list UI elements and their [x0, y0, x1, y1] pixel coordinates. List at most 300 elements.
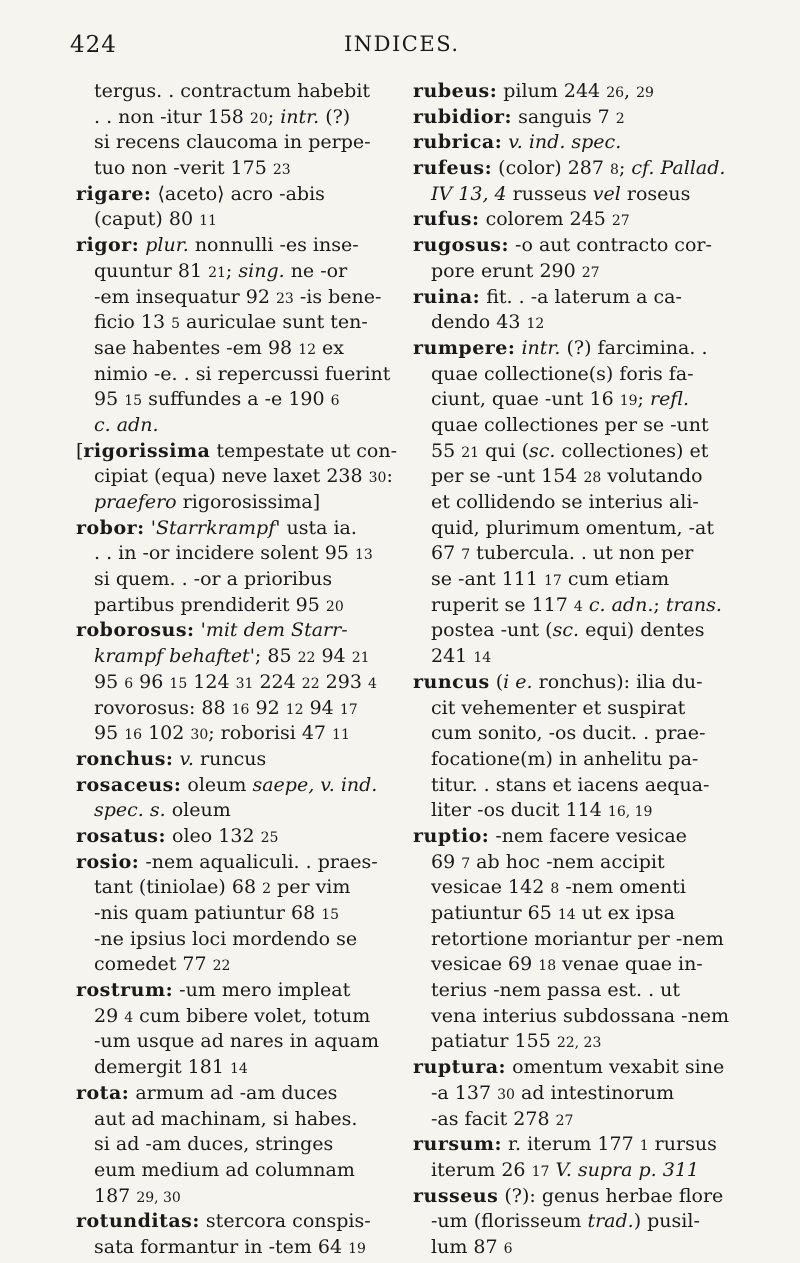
entry-text: ; roborisi 47	[208, 722, 333, 745]
entry-continuation-line	[76, 593, 396, 619]
lemma: rigorissima	[83, 439, 211, 462]
entry-continuation-line	[413, 1209, 739, 1235]
entry-text: quuntur 81	[94, 259, 209, 282]
entry-text: sc.	[552, 619, 580, 642]
entry-text: i e.	[503, 670, 533, 693]
line-reference: 30	[368, 470, 387, 487]
entry-continuation-line	[76, 875, 396, 901]
entry-continuation-line	[413, 310, 739, 336]
lemma: ruptura:	[413, 1056, 507, 1079]
line-reference: 30	[497, 1086, 515, 1103]
entry-text: -o aut contracto cor-	[509, 234, 712, 257]
entry-text: tuo non -verit 175	[94, 157, 273, 180]
entry-text: spec. s.	[94, 799, 166, 822]
line-reference: 5	[171, 316, 181, 333]
line-reference: 2	[615, 110, 625, 127]
entry-text: ;	[225, 259, 239, 282]
entry-continuation-line	[413, 747, 739, 773]
entry-continuation-line	[413, 1081, 739, 1107]
entry-text: r. iterum 177	[501, 1133, 640, 1156]
running-head: INDICES.	[344, 32, 460, 56]
line-reference: 14	[229, 1061, 248, 1078]
entry-text: si ad -am duces, stringes	[94, 1133, 334, 1156]
entry-text: ; 85	[254, 645, 298, 668]
entry-text: cum bibere volet, totum	[133, 1004, 371, 1027]
line-reference: 17	[531, 1163, 550, 1180]
line-reference: 2	[262, 881, 271, 898]
entry-text: (color) 287	[492, 157, 611, 180]
entry-continuation-line	[76, 156, 396, 182]
entry-text: . . non -itur 158	[94, 105, 250, 128]
entry-text: 67	[431, 542, 462, 565]
lemma: rotunditas:	[76, 1210, 200, 1233]
line-reference: 21	[461, 444, 480, 461]
line-reference: 17	[544, 573, 562, 590]
entry-text: vena interius subdossana -nem	[431, 1004, 730, 1027]
line-reference: 27	[581, 264, 600, 281]
entry-continuation-line	[76, 721, 396, 747]
entry-text: liter -os ducit 114	[431, 799, 608, 822]
entry-continuation-line	[413, 567, 739, 593]
entry-text: 29	[94, 1004, 125, 1027]
entry-continuation-line	[76, 1158, 396, 1184]
lemma: rota:	[76, 1081, 130, 1104]
entry-continuation-line	[76, 1004, 396, 1030]
lemma: rosio:	[76, 850, 140, 873]
entry-text: suffundes a -e 190	[142, 388, 331, 411]
entry-continuation-line	[76, 1055, 396, 1081]
entry-text: (?)	[319, 105, 351, 128]
entry-headword-line	[76, 824, 396, 850]
entry-text: intr.	[521, 336, 561, 359]
entry-text: quid, plurimum omentum, -at	[431, 516, 714, 539]
entry-text: qui (	[479, 439, 530, 462]
entry-headword-line	[76, 747, 396, 773]
entry-continuation-line	[76, 696, 396, 722]
line-reference: 11	[332, 727, 350, 744]
entry-text: 187	[94, 1184, 137, 1207]
entry-continuation-line	[76, 490, 396, 516]
entry-text: praefero	[94, 491, 177, 513]
entry-text: cf. Pallad.	[631, 157, 726, 180]
entry-text: ut ex ipsa	[575, 902, 675, 924]
line-reference: 23	[272, 162, 291, 179]
entry-text: sanguis 7	[512, 105, 616, 128]
entry-headword-line	[76, 182, 396, 208]
entry-continuation-line	[76, 567, 396, 593]
entry-text: -nis quam patiuntur 68	[94, 902, 322, 924]
line-reference: 16, 19	[607, 804, 653, 821]
entry-text: dendo 43	[431, 311, 527, 334]
entry-text: venae quae in-	[556, 953, 703, 976]
entry-continuation-line	[76, 79, 396, 105]
entry-headword-line	[413, 105, 739, 131]
lemma: rubidior:	[413, 105, 513, 128]
entry-text: :	[386, 465, 393, 488]
entry-text: focatione(m) in anhelitu pa-	[431, 747, 699, 770]
line-reference: 12	[526, 316, 545, 333]
lemma: ruina:	[413, 285, 481, 308]
entry-continuation-line	[76, 285, 396, 311]
entry-headword-line	[76, 773, 396, 799]
line-reference: 6	[124, 675, 134, 692]
lemma: rosaceus:	[76, 773, 182, 796]
entry-text: vesicae 69	[431, 953, 539, 976]
lemma: rubeus:	[413, 80, 498, 102]
entry-headword-line	[76, 1081, 396, 1107]
line-reference: 22	[212, 958, 231, 975]
entry-headword-line	[76, 618, 396, 644]
lemma: rosatus:	[76, 824, 166, 847]
line-reference: 25	[260, 829, 279, 846]
line-reference: 15	[169, 675, 188, 692]
entry-headword-line	[76, 439, 396, 465]
entry-text: ab hoc -nem accipit	[470, 850, 665, 873]
line-reference: 22, 23	[556, 1035, 602, 1052]
line-reference: 27	[555, 1112, 574, 1129]
entry-continuation-line	[413, 259, 739, 285]
line-reference: 27	[611, 213, 630, 230]
entry-continuation-line	[76, 387, 396, 413]
entry-text: vel	[592, 182, 621, 205]
lemma: rursum:	[413, 1133, 502, 1156]
entry-text: . . in -or incidere solent 95	[94, 542, 355, 565]
line-reference: 21	[208, 264, 226, 281]
entry-continuation-line	[413, 927, 739, 953]
entry-text: (?): genus herbae flore	[498, 1184, 724, 1207]
entry-continuation-line	[413, 516, 739, 542]
line-reference: 4	[124, 1009, 134, 1026]
entry-text: per vim	[271, 876, 351, 899]
entry-continuation-line	[413, 387, 739, 413]
line-reference: 16	[124, 727, 143, 744]
lemma: rugosus:	[413, 234, 510, 257]
entry-text: partibus prendiderit 95	[94, 593, 326, 616]
line-reference: 12	[285, 701, 304, 718]
entry-continuation-line	[76, 1107, 396, 1133]
entry-text: -um usque ad nares in aquam	[94, 1030, 380, 1053]
lemma: ronchus:	[76, 747, 174, 770]
entry-text: 224	[253, 670, 302, 693]
line-reference: 8	[610, 162, 619, 179]
entry-headword-line	[413, 79, 739, 105]
line-reference: 7	[461, 855, 471, 872]
entry-text: se -ant 111	[431, 568, 544, 591]
line-reference: 19	[619, 393, 638, 410]
entry-text: oleum	[165, 799, 231, 822]
lemma: rubrica:	[413, 131, 503, 154]
entry-continuation-line	[413, 413, 739, 439]
entry-text: russeus	[506, 182, 593, 205]
entry-text: terius -nem passa est. . ut	[431, 979, 681, 1002]
entry-continuation-line	[413, 773, 739, 799]
line-reference: 18	[538, 958, 557, 975]
entry-continuation-line	[76, 207, 396, 233]
entry-text: 92	[249, 696, 286, 719]
entry-continuation-line	[76, 105, 396, 131]
entry-text: sae habentes -em 98	[94, 336, 299, 359]
entry-headword-line	[76, 233, 396, 259]
entry-text: 124	[187, 670, 236, 693]
entry-continuation-line	[76, 644, 396, 670]
entry-headword-line	[413, 156, 739, 182]
entry-text: pilum 244	[497, 80, 607, 102]
entry-continuation-line	[76, 310, 396, 336]
entry-text: ) pusil-	[633, 1210, 700, 1233]
line-reference: 20	[325, 598, 344, 615]
entry-text: krampf behaftet'	[94, 645, 255, 668]
entry-continuation-line	[413, 1235, 739, 1261]
line-reference: 30	[190, 727, 209, 744]
line-reference: 15	[321, 907, 340, 923]
entry-text: titur. . stans et iacens aequa-	[431, 773, 710, 796]
entry-text: (	[489, 670, 504, 693]
line-reference: 31	[235, 675, 254, 692]
entry-text: quae collectiones per se -unt	[431, 413, 709, 436]
entry-text: 95	[94, 670, 125, 693]
entry-continuation-line	[413, 362, 739, 388]
lemma: roborosus:	[76, 619, 195, 642]
entry-text: -nem omenti	[559, 876, 686, 899]
entry-continuation-line	[413, 464, 739, 490]
entry-text: rursus	[648, 1133, 717, 1156]
entry-text: aut ad machinam, si habes.	[94, 1107, 358, 1130]
entry-continuation-line	[413, 798, 739, 824]
entry-text: vesicae 142	[431, 876, 551, 899]
entry-text: 94	[315, 645, 352, 668]
entry-headword-line	[413, 285, 739, 311]
entry-text: saepe, v. ind.	[252, 773, 378, 796]
entry-continuation-line	[413, 439, 739, 465]
line-reference: 23	[275, 290, 294, 307]
entry-text: ;	[637, 388, 650, 411]
entry-text: refl.	[649, 388, 690, 411]
entry-continuation-line	[76, 1132, 396, 1158]
entry-continuation-line	[76, 1184, 396, 1210]
entry-headword-line	[76, 978, 396, 1004]
line-reference: 17	[339, 701, 358, 718]
entry-text: sc.	[529, 439, 556, 462]
entry-text: ⟨aceto⟩ acro -abis	[151, 182, 325, 205]
entry-text: 102	[142, 722, 191, 745]
entry-continuation-line	[76, 464, 396, 490]
entry-text: [	[76, 439, 84, 462]
entry-text: ciunt, quae -unt 16	[431, 388, 620, 411]
entry-text: 96	[133, 670, 170, 693]
entry-text: rovorosus: 88	[94, 696, 232, 719]
page-number: 424	[70, 32, 117, 58]
entry-text: c. adn.	[94, 413, 159, 436]
entry-text: plur.	[145, 234, 189, 257]
entry-continuation-line	[76, 927, 396, 953]
line-reference: 13	[354, 547, 373, 564]
entry-text: omentum vexabit sine	[506, 1056, 725, 1079]
entry-text: -as facit 278	[431, 1107, 556, 1130]
entry-continuation-line	[76, 670, 396, 696]
entry-continuation-line	[76, 1235, 396, 1261]
line-reference: 20	[249, 110, 268, 127]
entry-text: eum medium ad columnam	[94, 1158, 355, 1181]
line-reference: 6	[503, 1240, 513, 1257]
entry-text: -nem facere vesicae	[489, 824, 687, 847]
entry-text: c. adn.	[588, 593, 654, 616]
entry-text: (caput) 80	[94, 208, 200, 231]
entry-text: tergus. . contractum habebit	[94, 80, 371, 102]
entry-text: stercora conspis-	[199, 1210, 371, 1233]
lemma: rumpere:	[413, 336, 516, 359]
lemma: rigare:	[76, 182, 152, 205]
entry-text: 94	[303, 696, 340, 719]
entry-text: ruperit se 117	[431, 593, 574, 616]
entry-continuation-line	[413, 901, 739, 927]
entry-headword-line	[76, 1209, 396, 1235]
entry-text: ;	[653, 593, 666, 616]
entry-text: -em insequatur 92	[94, 285, 276, 308]
entry-text: patiuntur 65	[431, 902, 558, 924]
entry-continuation-line	[76, 362, 396, 388]
lemma: rigor:	[76, 234, 140, 257]
entry-text: tant (tiniolae) 68	[94, 876, 263, 899]
entry-text: V. supra p. 311	[555, 1158, 700, 1181]
right-column	[413, 79, 739, 1261]
entry-text: volutando	[601, 465, 703, 488]
entry-continuation-line	[413, 1107, 739, 1133]
entry-text: sata formantur in -tem 64	[94, 1235, 349, 1258]
entry-text: cipiat (equa) neve laxet 238	[94, 465, 369, 488]
entry-continuation-line	[413, 721, 739, 747]
entry-text: ;	[267, 105, 281, 128]
entry-continuation-line	[76, 798, 396, 824]
line-reference: 7	[461, 547, 471, 564]
entry-headword-line	[413, 233, 739, 259]
left-column	[76, 79, 396, 1261]
entry-text: tubercula. . ut non per	[470, 542, 694, 565]
line-reference: 22	[301, 675, 320, 692]
entry-text: -a 137	[431, 1081, 498, 1104]
entry-text: (?) farcimina. .	[560, 336, 708, 359]
entry-text: ex	[316, 336, 345, 359]
entry-text: 293	[319, 670, 368, 693]
entry-text: patiatur 155	[431, 1030, 557, 1053]
entry-headword-line	[413, 1132, 739, 1158]
entry-text: 241	[431, 645, 474, 668]
entry-text: sing.	[238, 259, 285, 282]
line-reference: 14	[473, 650, 492, 667]
entry-text: per se -unt 154	[431, 465, 584, 488]
entry-continuation-line	[413, 1029, 739, 1055]
entry-text: comedet 77	[94, 953, 213, 976]
line-reference: 12	[298, 341, 317, 358]
entry-text: collectiones) et	[555, 439, 709, 462]
entry-text: trad.	[587, 1210, 634, 1233]
entry-continuation-line	[413, 644, 739, 670]
entry-text: 'Starrkrampf'	[150, 516, 281, 539]
entry-text: lum 87	[431, 1235, 504, 1258]
entry-continuation-line	[413, 1004, 739, 1030]
entry-text: tempestate ut con-	[210, 439, 397, 462]
line-reference: 19	[348, 1240, 366, 1257]
entry-text: nonnulli -es inse-	[188, 234, 359, 257]
entry-text: 'mit dem Starr-	[200, 619, 348, 642]
entry-text: pore erunt 290	[431, 259, 582, 282]
line-reference: 6	[330, 393, 340, 410]
line-reference: 28	[583, 470, 602, 487]
entry-continuation-line	[76, 901, 396, 927]
entry-text: IV 13, 4	[431, 182, 507, 205]
lemma: rufeus:	[413, 157, 493, 180]
lemma: russeus	[413, 1184, 499, 1207]
entry-text: -um (florisseum	[431, 1210, 588, 1233]
entry-text: rigorosissima]	[176, 491, 321, 513]
entry-continuation-line	[413, 593, 739, 619]
entry-text: et collidendo se interius ali-	[431, 491, 699, 513]
entry-continuation-line	[413, 541, 739, 567]
entry-text: usta ia.	[280, 516, 357, 539]
line-reference: 1	[639, 1138, 649, 1155]
entry-text: intr.	[280, 105, 320, 128]
line-reference: 15	[124, 393, 143, 410]
entry-text: equi) dentes	[579, 619, 705, 642]
entry-text: -nem aqualiculi. . praes-	[139, 850, 378, 873]
entry-text: trans.	[665, 593, 722, 616]
entry-text: retortione moriantur per -nem	[431, 927, 724, 950]
entry-text: ad intestinorum	[514, 1081, 675, 1104]
entry-text: 95	[94, 388, 125, 411]
entry-text: ficio 13	[94, 311, 172, 334]
entry-text: 55	[431, 439, 462, 462]
line-reference: 4	[573, 598, 583, 615]
entry-continuation-line	[76, 952, 396, 978]
entry-text: ronchus): ilia du-	[532, 670, 703, 693]
entry-text: 95	[94, 722, 125, 745]
entry-continuation-line	[413, 490, 739, 516]
page-header	[70, 32, 730, 62]
entry-continuation-line	[413, 875, 739, 901]
entry-text: postea -unt (	[431, 619, 553, 642]
line-reference: 16	[231, 701, 250, 718]
entry-continuation-line	[76, 413, 396, 439]
entry-text: fit. . -a laterum a ca-	[480, 285, 682, 308]
entry-headword-line	[76, 850, 396, 876]
lemma: ruptio:	[413, 824, 490, 847]
entry-headword-line	[413, 130, 739, 156]
entry-text: colorem 245	[479, 208, 612, 231]
entry-text: cum etiam	[561, 568, 670, 591]
line-reference: 21	[351, 650, 370, 667]
entry-text: armum ad -am duces	[129, 1081, 338, 1104]
entry-headword-line	[413, 1055, 739, 1081]
entry-text: ,	[624, 80, 637, 102]
entry-text: si recens claucoma in perpe-	[94, 131, 371, 154]
entry-text: v. ind. spec.	[508, 131, 622, 154]
line-reference: 29	[636, 85, 654, 101]
entry-text: -um mero impleat	[173, 979, 351, 1002]
entry-text: iterum 26	[431, 1158, 532, 1181]
line-reference: 14	[557, 907, 576, 923]
entry-text: -is bene-	[293, 285, 382, 308]
entry-continuation-line	[76, 541, 396, 567]
entry-text: ;	[618, 157, 632, 180]
entry-text: oleum	[181, 773, 253, 796]
entry-headword-line	[76, 516, 396, 542]
entry-text: cit vehementer et suspirat	[431, 696, 686, 719]
line-reference: 26	[606, 85, 625, 101]
entry-text: roseus	[620, 182, 691, 205]
entry-headword-line	[413, 1184, 739, 1210]
entry-headword-line	[413, 207, 739, 233]
entry-headword-line	[413, 824, 739, 850]
entry-text: nimio -e. . si repercussi fuerint	[94, 362, 391, 385]
